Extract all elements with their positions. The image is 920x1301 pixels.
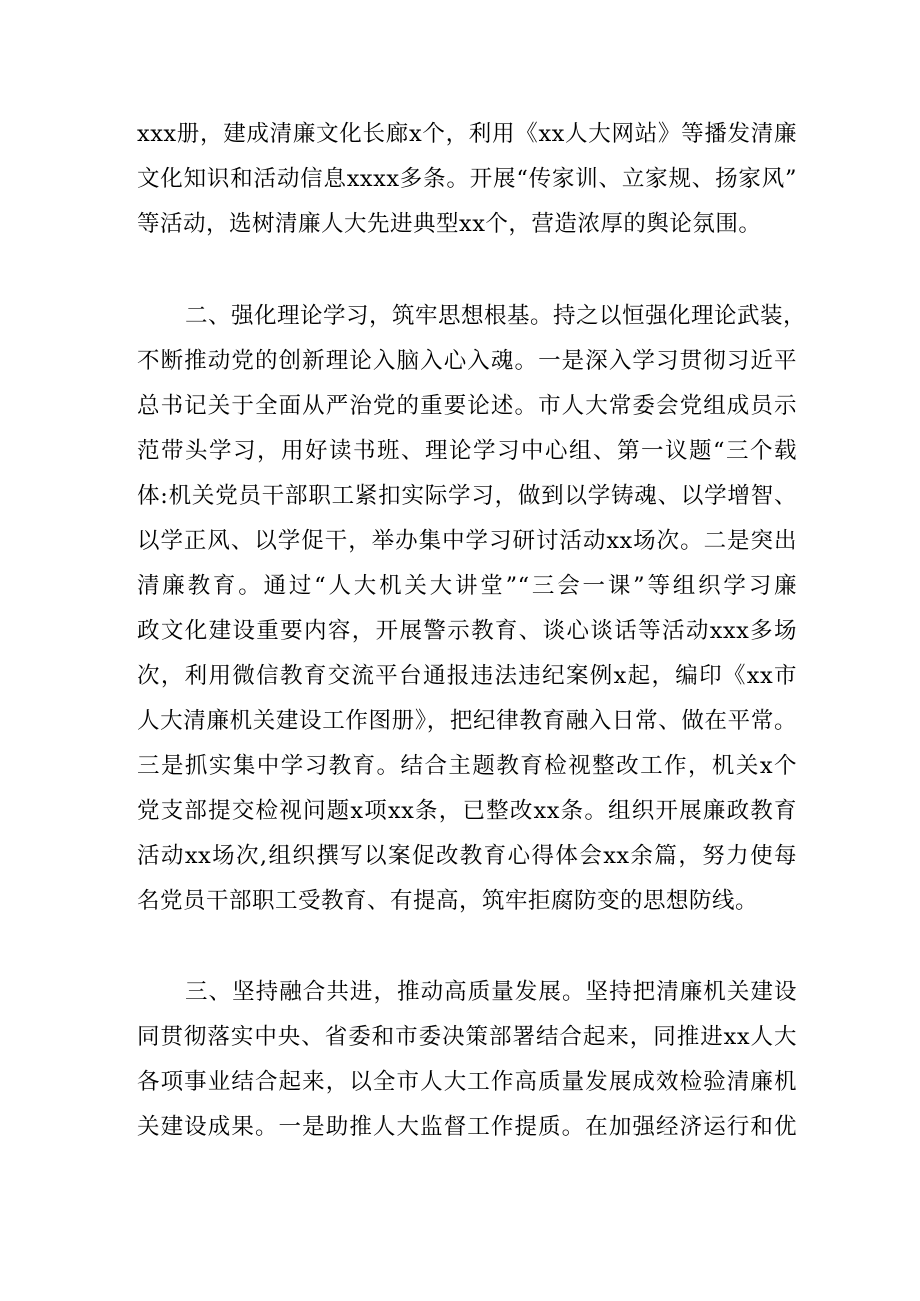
text-line: 二、强化理论学习，筑牢思想根基。持之以恒强化理论武装， [185,303,807,329]
text-line: 关建设成果。一是助推人大监督工作提质。在加强经济运行和优 [137,1114,797,1140]
paragraph-culture-promotion [137,112,797,247]
text-line: 文化知识和活动信息xxxx多条。开展“传家训、立家规、扬家风” [137,166,797,192]
text-line: 同贯彻落实中央、省委和市委决策部署结合起来，同推进xx人大 [137,1024,797,1050]
text-line: 以学正风、以学促干，举办集中学习研讨活动xx场次。二是突出 [137,528,797,554]
text-line: 次，利用微信教育交流平台通报违法违纪案例x起，编印《xx市 [137,663,797,689]
text-line: 名党员干部职工受教育、有提高，筑牢拒腐防变的思想防线。 [137,888,759,914]
text-line: 政文化建设重要内容，开展警示教育、谈心谈话等活动xxx多场 [137,618,797,644]
text-line: 体:机关党员干部职工紧扣实际学习，做到以学铸魂、以学增智、 [137,483,797,509]
text-line: 总书记关于全面从严治党的重要论述。市人大常委会党组成员示 [137,393,797,419]
text-line: 人大清廉机关建设工作图册》，把纪律教育融入日常、做在平常。 [137,708,797,734]
text-line: 党支部提交检视问题x项xx条，已整改xx条。组织开展廉政教育 [137,798,797,824]
text-line: xxx册，建成清廉文化长廊x个，利用《xx人大网站》等播发清廉 [137,121,797,147]
text-line: 三是抓实集中学习教育。结合主题教育检视整改工作，机关x个 [137,753,797,779]
text-line: 范带头学习，用好读书班、理论学习中心组、第一议题“三个载 [137,438,797,464]
paragraph-theory-study [137,294,807,924]
text-line: 清廉教育。通过“人大机关大讲堂”“三会一课”等组织学习廉 [137,573,797,599]
text-line: 等活动，选树清廉人大先进典型xx个，营造浓厚的舆论氛围。 [137,211,762,237]
text-line: 三、坚持融合共进，推动高质量发展。坚持把清廉机关建设 [185,979,797,1005]
paragraph-integration-development [137,970,797,1150]
text-line: 活动xx场次,组织撰写以案促改教育心得体会xx余篇，努力使每 [137,843,797,869]
text-line: 各项事业结合起来，以全市人大工作高质量发展成效检验清廉机 [137,1069,797,1095]
text-line: 不断推动党的创新理论入脑入心入魂。一是深入学习贯彻习近平 [137,348,797,374]
